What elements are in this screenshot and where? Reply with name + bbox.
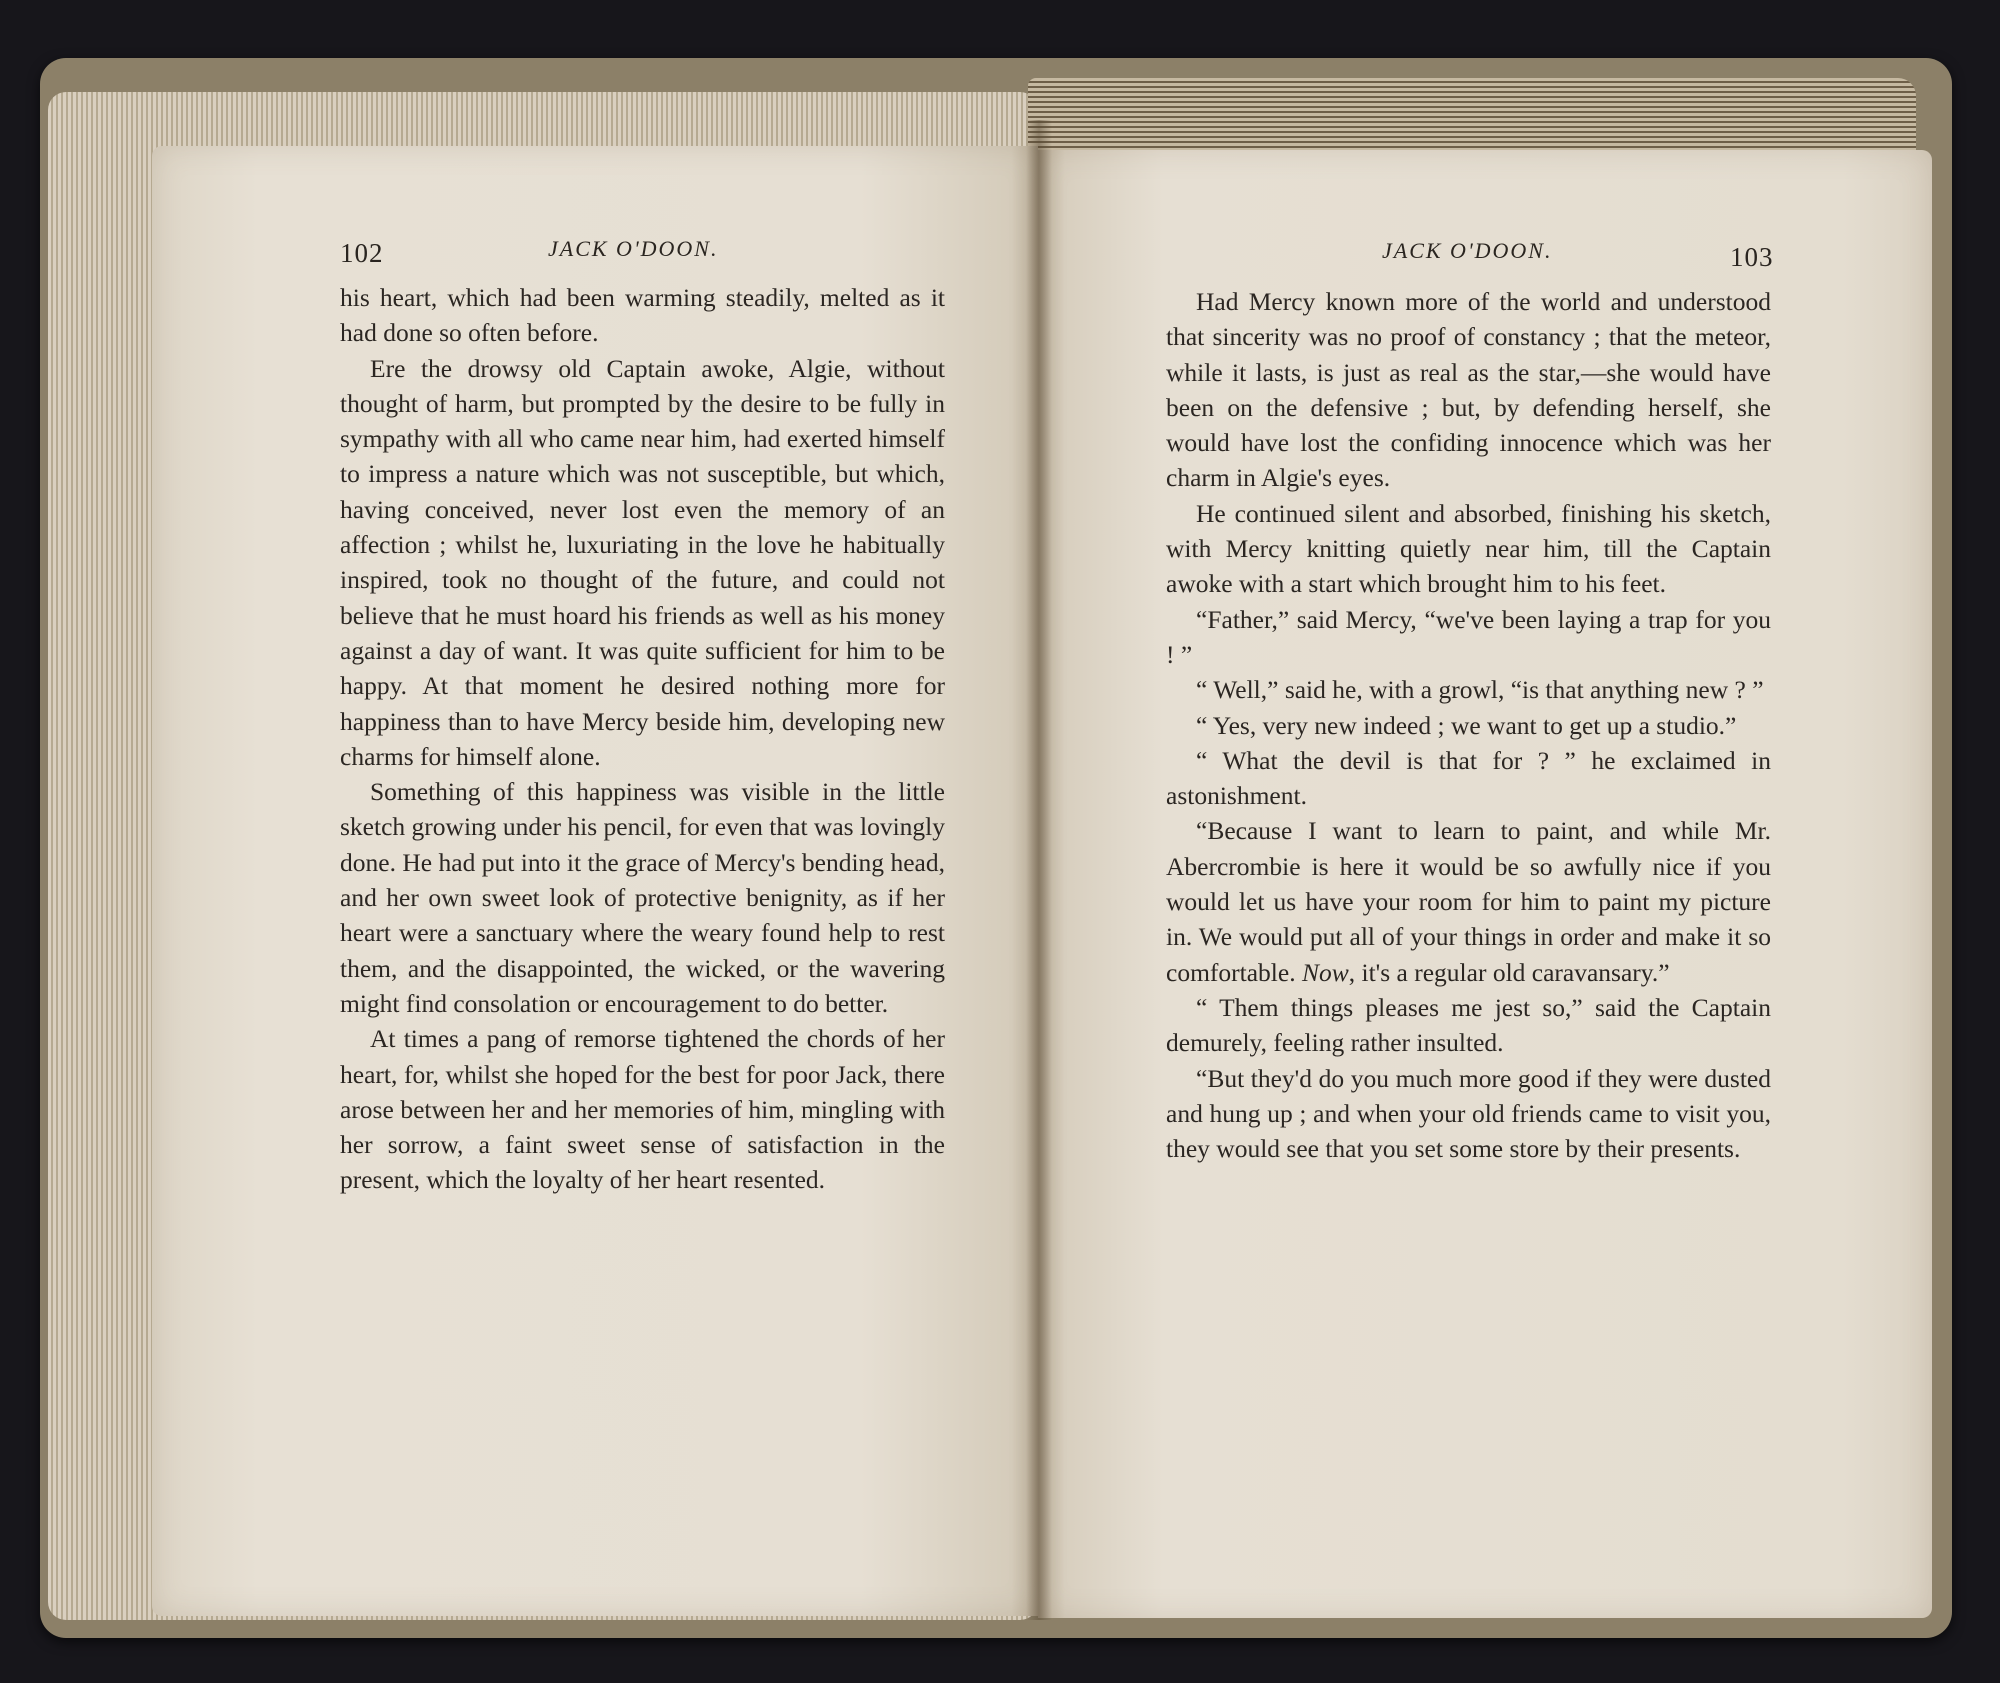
paragraph: “ Them things pleases me jest so,” said the Captain demurely, feeling rather insulted.: [1166, 992, 1771, 1058]
left-page-text: [340, 280, 945, 1198]
right-page: [1038, 150, 1932, 1618]
paragraph: At times a pang of remorse tightened the chords of her heart, for, whilst she hoped for the best for poor Jack, there arose between her and her memories of him, mingling with her sorrow, a faint sweet sense of satisfaction in the present, which the loyalty of her heart resented.: [340, 1024, 945, 1195]
paragraph: “ What the devil is that for ? ” he exclaimed in astonishment.: [1166, 745, 1771, 811]
left-running-title: JACK O'DOON.: [548, 236, 719, 261]
paragraph: [1166, 813, 1771, 989]
right-page-number: 103: [1730, 242, 1774, 272]
paragraph-text: “Because I want to learn to paint, and while Mr. Abercrombie is here it would be so awfully nice if you would let us have your room for him to paint my picture in. We would put all of your things in order and make it so comfortable.: [1166, 816, 1771, 987]
paragraph: his heart, which had been warming steadily, melted as it had done so often before.: [340, 283, 945, 348]
paragraph: “Father,” said Mercy, “we've been laying a trap for you ! ”: [1166, 604, 1771, 669]
page-edges-top-right: [1028, 78, 1916, 156]
right-page-text: [1166, 284, 1771, 1166]
left-page-number: 102: [340, 238, 384, 268]
paragraph: “But they'd do you much more good if they were dusted and hung up ; and when your old friends came to visit you, they would see that you set some store by their presents.: [1166, 1063, 1771, 1164]
paragraph: “ Yes, very new indeed ; we want to get up a studio.”: [1196, 710, 1737, 740]
paragraph: Something of this happiness was visible in the little sketch growing under his pencil, for even that was lovingly done. He had put into it the grace of Mercy's bending head, and her own sweet look of protective benignity, as if her heart were a sanctuary where the weary found help to rest them, and the disappointed, the wicked, or the wavering might find consolation or encouragement to do better.: [340, 777, 945, 1018]
emphasis-now: Now: [1301, 957, 1349, 987]
book-gutter: [1026, 120, 1052, 1620]
paragraph: He continued silent and absorbed, finishing his sketch, with Mercy knitting quietly near him, till the Captain awoke with a start which brought him to his feet.: [1166, 498, 1771, 599]
paragraph: Ere the drowsy old Captain awoke, Algie, without thought of harm, but prompted by the desire to be fully in sympathy with all who came near him, had exerted himself to impress a nature which was not susceptible, but which, having conceived, never lost even the memory of an affection ; whilst he, luxuriating in the love he habitually inspired, took no thought of the future, and could not believe that he must hoard his friends as well as his money against a day of want. It was quite sufficient for him to be happy. At that moment he desired nothing more for happiness than to have Mercy beside him, developing new charms for himself alone.: [340, 353, 945, 771]
paragraph: “ Well,” said he, with a growl, “is that anything new ? ”: [1196, 675, 1764, 705]
paragraph-tail: , it's a regular old caravansary.”: [1348, 957, 1670, 987]
right-running-title: JACK O'DOON.: [1382, 238, 1553, 263]
paragraph: Had Mercy known more of the world and understood that sincerity was no proof of constancy ; that the meteor, while it lasts, is just as real as the star,—she would have been on the defensive ; but, by defending herself, she would have lost the confiding innocence which was her charm in Algie's eyes.: [1166, 287, 1771, 493]
left-page: [152, 146, 1038, 1616]
